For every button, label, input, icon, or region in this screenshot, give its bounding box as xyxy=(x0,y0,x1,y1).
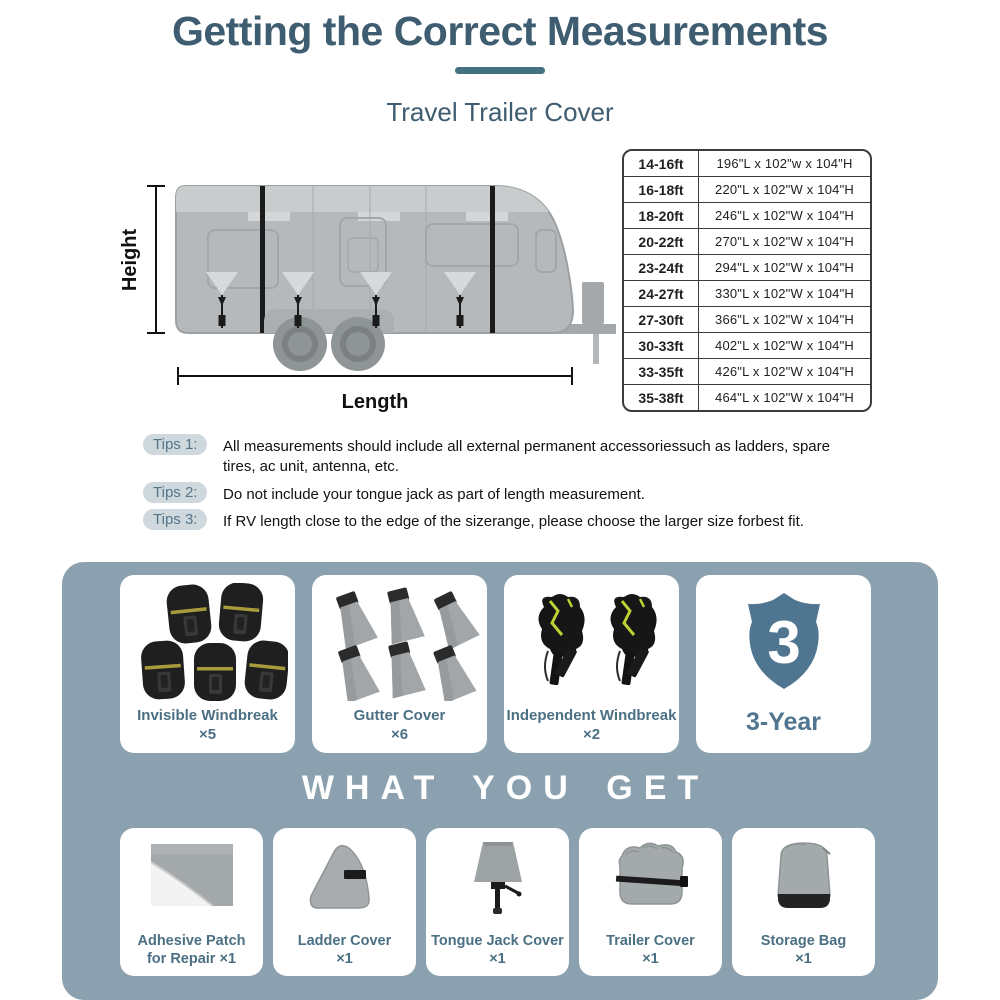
size-dims-cell: 246"L x 102"W x 104"H xyxy=(715,208,854,223)
size-table xyxy=(622,149,872,412)
size-dims-cell: 294"L x 102"W x 104"H xyxy=(715,260,854,275)
size-range-cell: 14-16ft xyxy=(624,151,699,176)
item-name: Ladder Cover xyxy=(297,933,392,949)
item-qty: ×1 xyxy=(489,951,506,967)
card-label xyxy=(579,932,722,968)
tip-row-1 xyxy=(143,434,830,475)
length-dimension-label: Length xyxy=(341,391,409,413)
adhesive-patch-icon xyxy=(137,836,247,920)
size-table-row xyxy=(624,177,870,203)
size-table-row xyxy=(624,333,870,359)
card-label xyxy=(120,706,295,744)
size-dims-cell: 402"L x 102"W x 104"H xyxy=(715,338,854,353)
size-table-row xyxy=(624,229,870,255)
accessory-cards-row xyxy=(120,575,871,753)
card-trailer-cover xyxy=(579,828,722,976)
item-name: Adhesive Patch xyxy=(137,933,246,949)
item-name: Storage Bag xyxy=(760,933,847,949)
warranty-label: 3-Year xyxy=(745,708,822,736)
size-dims-cell: 196"L x 102"w x 104"H xyxy=(716,156,853,171)
item-qty: ×1 xyxy=(642,951,659,967)
size-table-row xyxy=(624,281,870,307)
card-adhesive-patch xyxy=(120,828,263,976)
size-range-cell: 35-38ft xyxy=(624,385,699,410)
page-title: Getting the Correct Measurements xyxy=(171,8,829,54)
size-dims-cell: 220"L x 102"W x 104"H xyxy=(715,182,854,197)
size-dims-cell: 366"L x 102"W x 104"H xyxy=(715,312,854,327)
card-ladder-cover xyxy=(273,828,416,976)
card-invisible-windbreak xyxy=(120,575,295,753)
tip-1-text: All measurements should include all external permanent accessoriessuch as ladders, spare tires, ac unit, antenna, etc. xyxy=(223,438,830,475)
size-range-cell: 24-27ft xyxy=(624,281,699,306)
size-table-row xyxy=(624,151,870,177)
trailer-cover-icon xyxy=(596,836,706,920)
card-label xyxy=(504,706,679,744)
card-tongue-jack-cover xyxy=(426,828,569,976)
height-dimension-label: Height xyxy=(119,228,141,292)
independent-windbreak-icon xyxy=(512,583,672,701)
tip-3-text: If RV length close to the edge of the sizerange, please choose the larger size forbest fit. xyxy=(223,513,804,530)
size-range-cell: 16-18ft xyxy=(624,177,699,202)
item-qty: ×2 xyxy=(582,726,601,743)
card-label xyxy=(312,706,487,744)
size-dims-cell: 270"L x 102"W x 104"H xyxy=(715,234,854,249)
item-name: Tongue Jack Cover xyxy=(431,933,564,949)
tip-row-3 xyxy=(143,509,804,530)
size-dims-cell: 426"L x 102"W x 104"H xyxy=(715,364,854,379)
item-qty: ×1 xyxy=(336,951,353,967)
item-name: Invisible Windbreak xyxy=(137,707,278,724)
item-name: Trailer Cover xyxy=(606,933,695,949)
ladder-cover-icon xyxy=(290,836,400,920)
what-you-get-heading: WHAT YOU GET xyxy=(301,769,710,807)
card-storage-bag xyxy=(732,828,875,976)
size-table-row xyxy=(624,203,870,229)
card-independent-windbreak xyxy=(504,575,679,753)
item-qty: for Repair ×1 xyxy=(146,951,237,967)
tongue-jack-cover-icon xyxy=(443,836,553,920)
tip-3-badge: Tips 3: xyxy=(143,509,207,530)
page-subtitle: Travel Trailer Cover xyxy=(386,97,614,127)
tip-1-badge: Tips 1: xyxy=(143,434,207,455)
trailer-measurement-diagram-icon xyxy=(108,168,638,420)
size-table-row xyxy=(624,385,870,410)
title-divider xyxy=(455,67,545,74)
warranty-shield-icon xyxy=(734,589,834,693)
tip-2-text: Do not include your tongue jack as part of length measurement. xyxy=(223,486,645,503)
size-range-cell: 27-30ft xyxy=(624,307,699,332)
size-range-cell: 18-20ft xyxy=(624,203,699,228)
tip-2-badge: Tips 2: xyxy=(143,482,207,503)
contents-cards-row xyxy=(120,828,875,976)
size-dims-cell: 464"L x 102"W x 104"H xyxy=(715,390,854,405)
tip-row-2 xyxy=(143,482,645,503)
size-range-cell: 20-22ft xyxy=(624,229,699,254)
item-name: Independent Windbreak xyxy=(506,707,677,724)
item-qty: ×1 xyxy=(795,951,812,967)
size-range-cell: 23-24ft xyxy=(624,255,699,280)
gutter-covers-icon xyxy=(320,583,480,701)
size-range-cell: 30-33ft xyxy=(624,333,699,358)
card-label xyxy=(426,932,569,968)
size-dims-cell: 330"L x 102"W x 104"H xyxy=(715,286,854,301)
card-label xyxy=(120,932,263,968)
size-table-row xyxy=(624,359,870,385)
size-table-row xyxy=(624,307,870,333)
item-qty: ×5 xyxy=(198,726,217,743)
card-label xyxy=(273,932,416,968)
storage-bag-icon xyxy=(749,836,859,920)
card-label xyxy=(732,932,875,968)
item-qty: ×6 xyxy=(390,726,409,743)
card-warranty xyxy=(696,575,871,753)
size-range-cell: 33-35ft xyxy=(624,359,699,384)
size-table-row xyxy=(624,255,870,281)
warranty-years-number: 3 xyxy=(766,609,801,676)
windbreak-straps-icon xyxy=(128,583,288,701)
item-name: Gutter Cover xyxy=(353,707,446,724)
card-gutter-cover xyxy=(312,575,487,753)
